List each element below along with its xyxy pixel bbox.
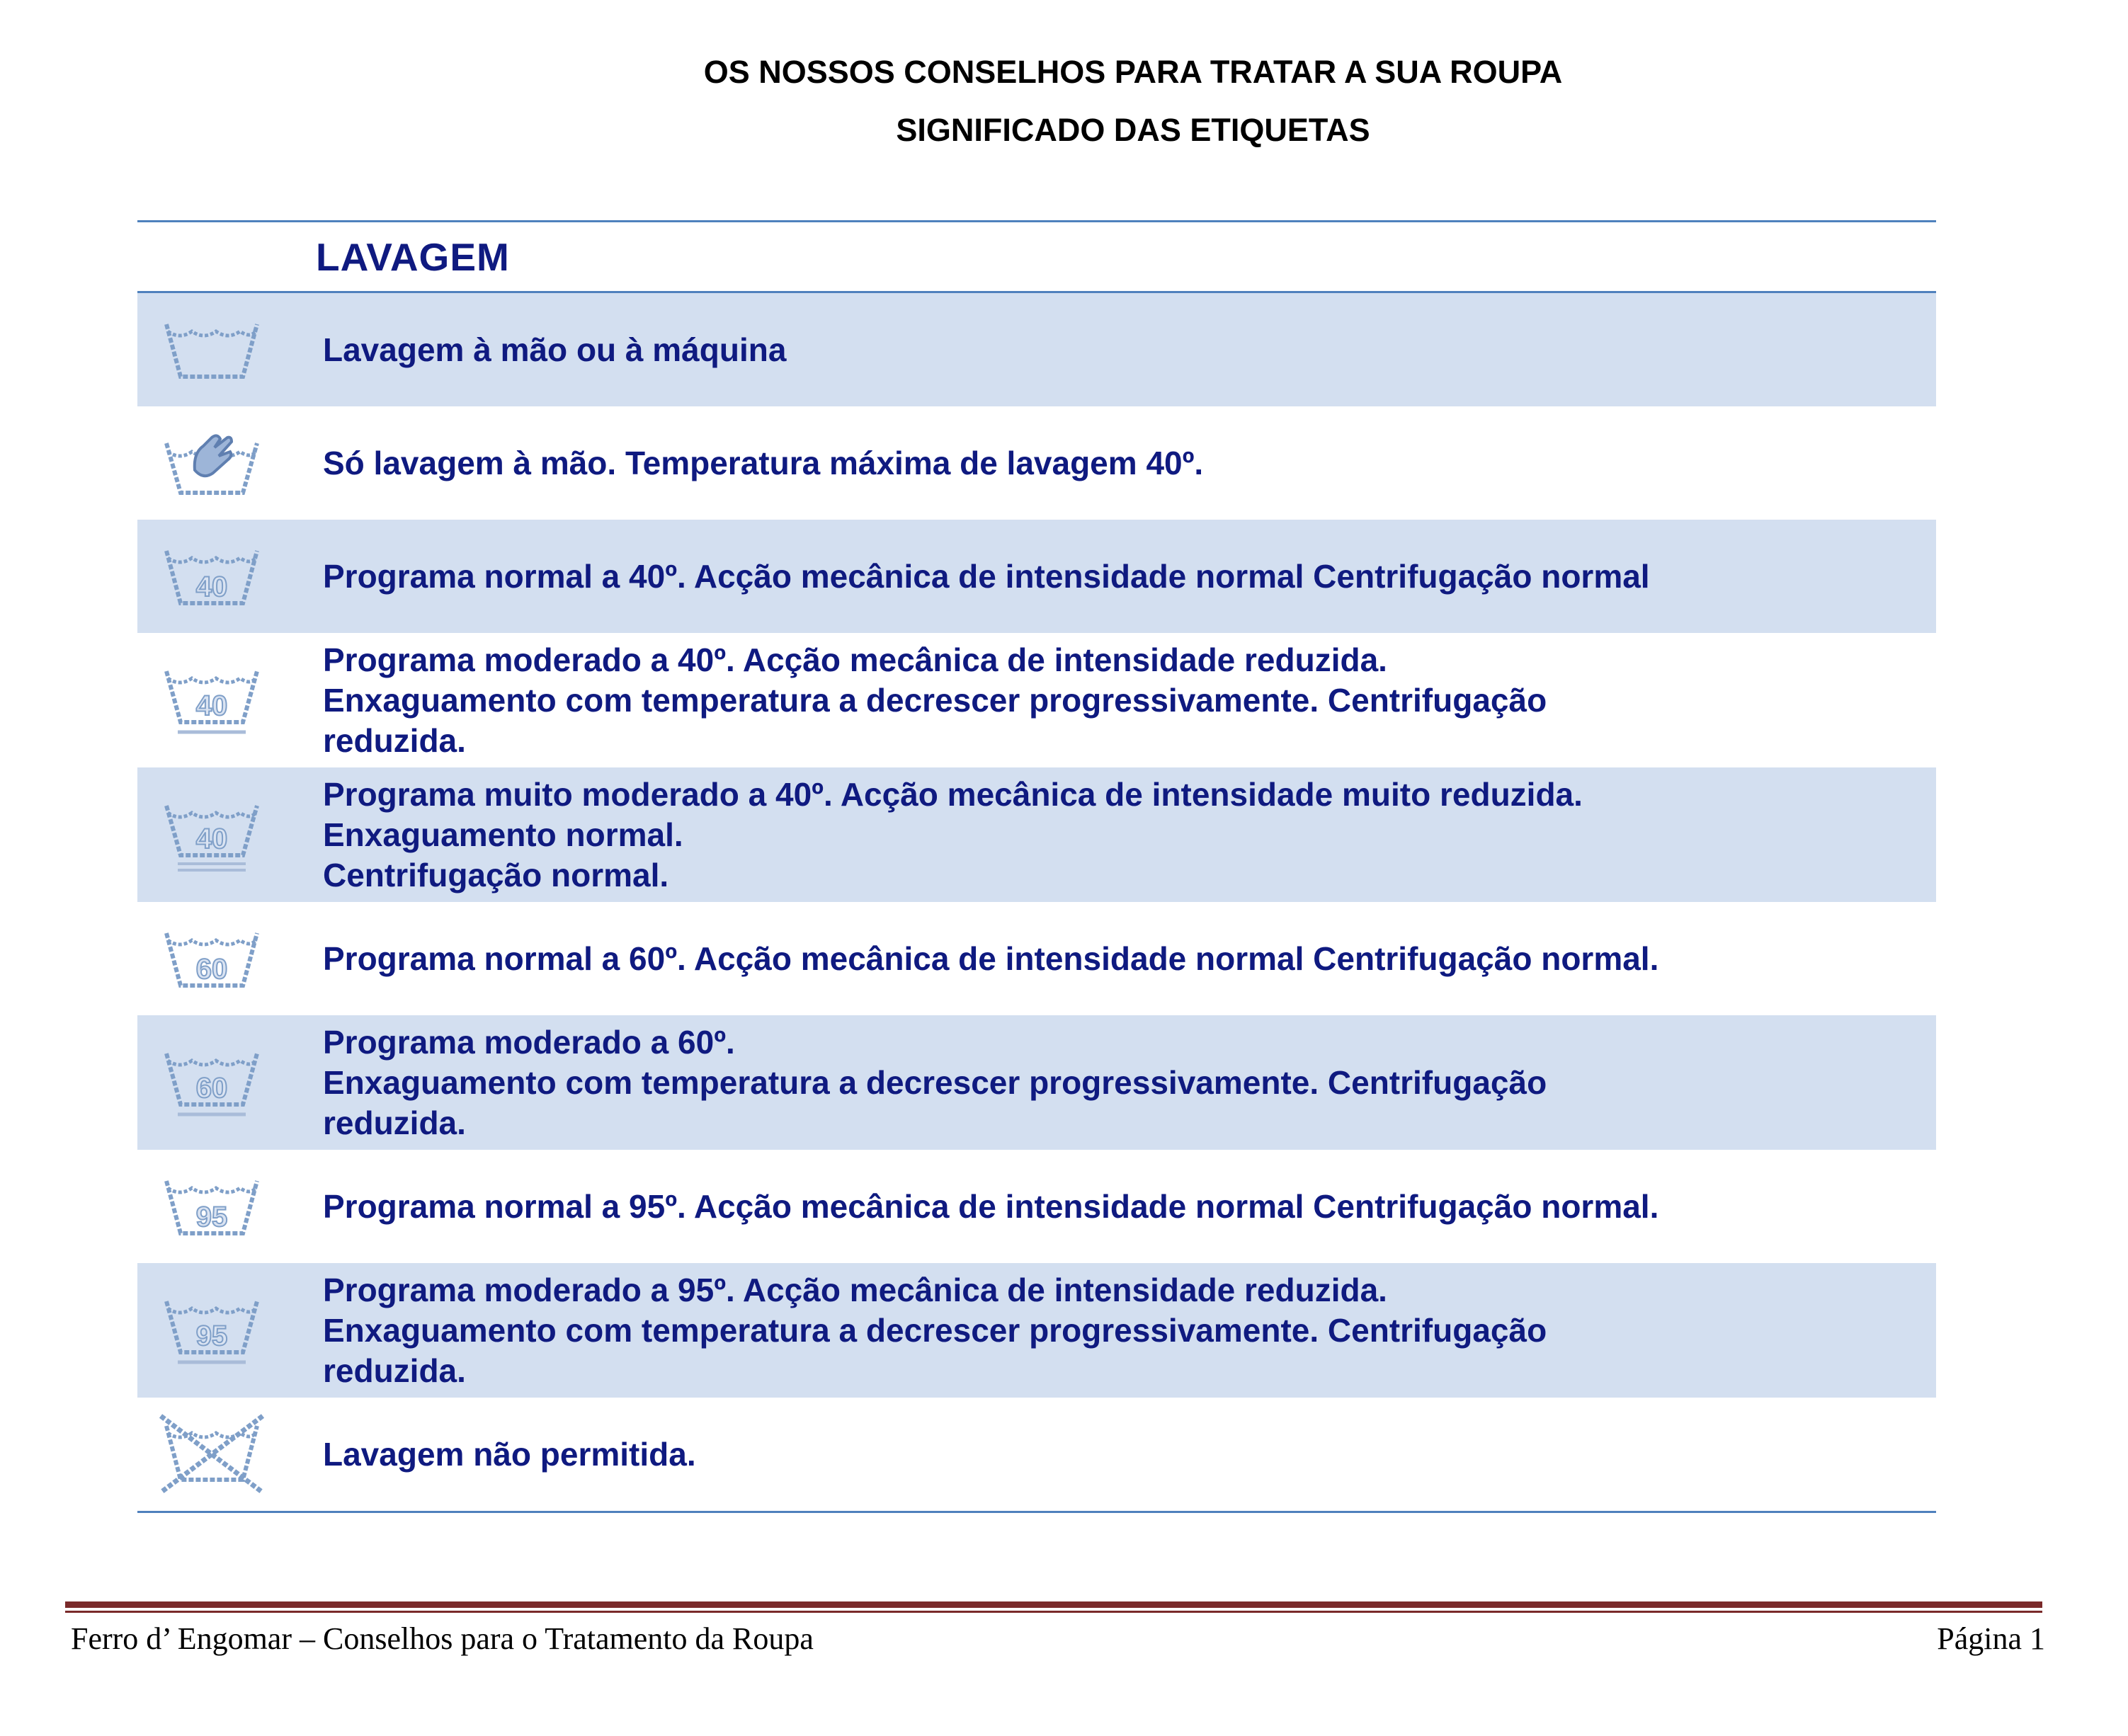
row-text-line: reduzida.: [323, 1352, 466, 1389]
wash-40-gentle-icon: [162, 661, 261, 739]
wash-95-gentle-icon: [162, 1291, 261, 1369]
temperature-label: 40: [195, 823, 228, 855]
footer-divider-thin: [65, 1611, 2042, 1613]
table-row: [137, 292, 1936, 407]
row-text-line: Enxaguamento com temperatura a decrescer progressivamente. Centrifugação: [323, 1063, 1547, 1101]
hand-wash-icon: [162, 428, 261, 498]
row-text-line: Programa normal a 40º. Acção mecânica de intensidade normal Centrifugação normal: [323, 557, 1650, 595]
table-row: [137, 902, 1936, 1015]
row-text-line: reduzida.: [323, 1104, 466, 1141]
row-text-line: Programa moderado a 40º. Acção mecânica de intensidade reduzida.: [323, 641, 1387, 678]
footer-divider: [65, 1601, 2042, 1608]
page-title: OS NOSSOS CONSELHOS PARA TRATAR A SUA ROUPA: [703, 54, 1563, 90]
row-text-line: reduzida.: [323, 721, 466, 759]
care-label-table: [137, 220, 1936, 1513]
table-row: [137, 1398, 1936, 1512]
footer-page-number: Página 1: [1937, 1621, 2045, 1656]
row-text-line: Programa moderado a 95º. Acção mecânica de intensidade reduzida.: [323, 1271, 1387, 1308]
row-text-line: Programa moderado a 60º.: [323, 1023, 735, 1061]
wash-40-very-gentle-icon: [162, 796, 261, 874]
section-heading-lavagem: LAVAGEM: [286, 222, 1936, 292]
row-text-line: Só lavagem à mão. Temperatura máxima de lavagem 40º.: [323, 444, 1204, 481]
row-text-line: Enxaguamento normal.: [323, 816, 683, 853]
row-text-line: Enxaguamento com temperatura a decrescer progressivamente. Centrifugação: [323, 681, 1547, 719]
row-text-line: Programa normal a 95º. Acção mecânica de intensidade normal Centrifugação normal.: [323, 1187, 1659, 1225]
table-row: [137, 633, 1936, 767]
row-text-line: Lavagem não permitida.: [323, 1435, 696, 1473]
table-row: [137, 1263, 1936, 1398]
temperature-label: 95: [195, 1320, 228, 1352]
table-header-row: [137, 222, 1936, 292]
temperature-label: 40: [195, 690, 228, 721]
temperature-label: 60: [195, 1073, 228, 1104]
table-row: [137, 406, 1936, 520]
row-text-line: Centrifugação normal.: [323, 856, 669, 893]
do-not-wash-icon: [155, 1412, 268, 1497]
wash-tub-icon: [162, 314, 261, 385]
wash-95-icon: [162, 1171, 261, 1242]
row-text-line: Enxaguamento com temperatura a decrescer progressivamente. Centrifugação: [323, 1311, 1547, 1349]
wash-40-icon: [162, 541, 261, 612]
row-text-line: Programa muito moderado a 40º. Acção mecânica de intensidade muito reduzida.: [323, 775, 1583, 813]
table-row: [137, 1150, 1936, 1263]
page-subtitle: SIGNIFICADO DAS ETIQUETAS: [896, 112, 1370, 148]
footer-document-title: Ferro d’ Engomar – Conselhos para o Tratamento da Roupa: [71, 1621, 814, 1656]
wash-60-icon: [162, 923, 261, 994]
table-row: [137, 520, 1936, 633]
table-row: [137, 767, 1936, 902]
temperature-label: 40: [195, 571, 228, 603]
temperature-label: 60: [195, 954, 228, 985]
wash-60-gentle-icon: [162, 1044, 261, 1121]
temperature-label: 95: [195, 1201, 228, 1233]
row-text-line: Lavagem à mão ou à máquina: [323, 331, 787, 368]
row-text-line: Programa normal a 60º. Acção mecânica de intensidade normal Centrifugação normal.: [323, 940, 1659, 977]
table-row: [137, 1015, 1936, 1150]
